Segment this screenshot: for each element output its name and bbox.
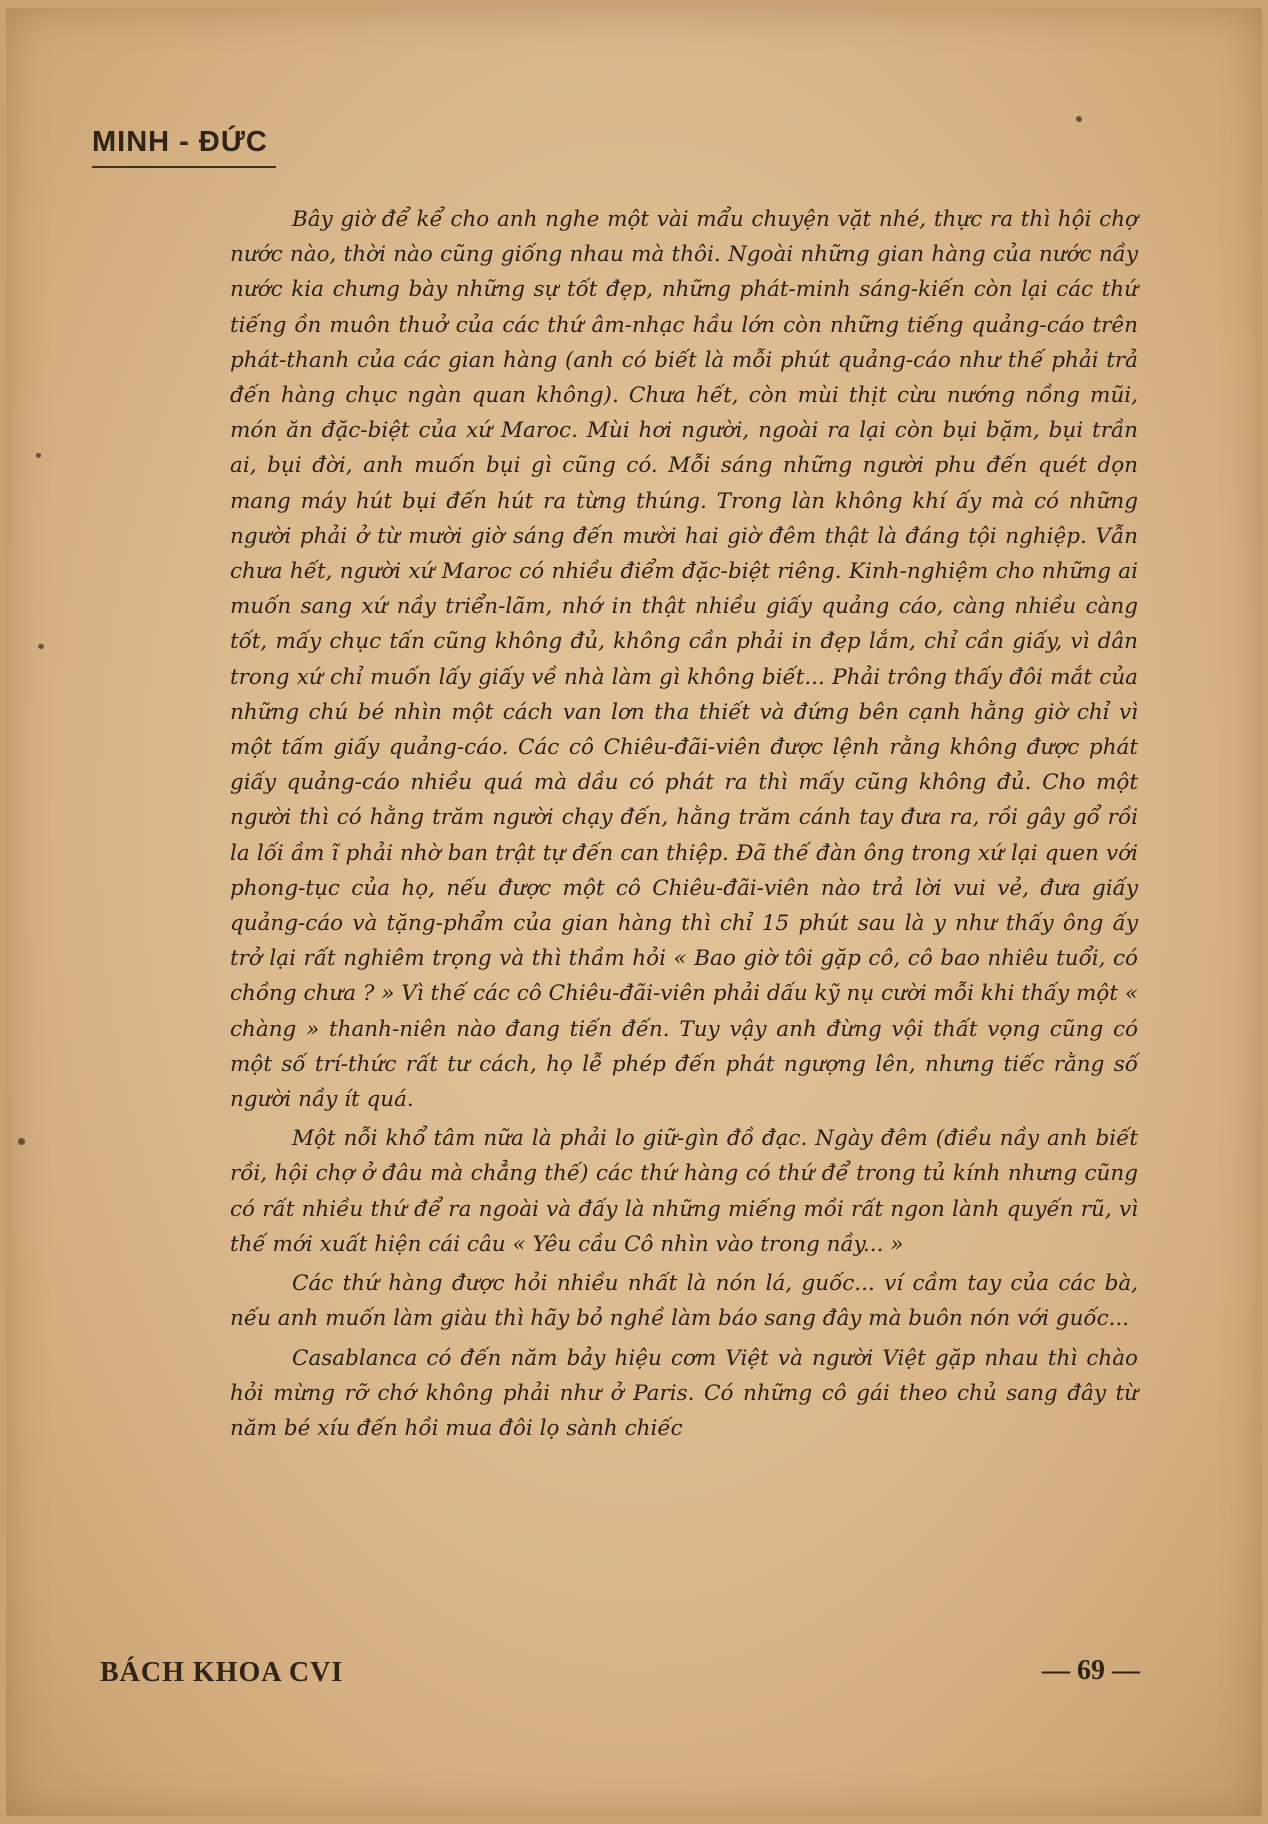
article-paragraph: Bây giờ để kể cho anh nghe một vài mẩu chuyện vặt nhé, thực ra thì hội chợ nước nào, thời nào cũng giống nhau mà thôi. Ngoài những gian hàng của nước nầy nước kia chưng bày những sự tốt đẹp, những phát-minh sáng-kiến còn lại các thứ tiếng ồn muôn thuở của các thứ âm-nhạc hầu lớn còn những tiếng quảng-cáo trên phát-thanh của các gian hàng (anh có biết là mỗi phút quảng-cáo như thế phải trả đến hàng chục ngàn quan không). Chưa hết, còn mùi thịt cừu nướng nồng mũi, món ăn đặc-biệt của xứ Maroc. Mùi hơi người, ngoài ra lại còn bụi bặm, bụi trần ai, bụi đời, anh muốn bụi gì cũng có. Mỗi sáng những người phu đến quét dọn mang máy hút bụi đến hút ra từng thúng. Trong làn không khí ấy mà có những người phải ở từ mười giờ sáng đến mười hai giờ đêm thật là đáng tội nghiệp. Vẫn chưa hết, người xứ Maroc có nhiều điểm đặc-biệt riêng. Kinh-nghiệm cho những ai muốn sang xứ nầy triển-lãm, nhớ in thật nhiều giấy quảng cáo, càng nhiều càng tốt, mấy chục tấn cũng không đủ, không cần phải in đẹp lắm, chỉ cần giấy, vì dân trong xứ chỉ muốn lấy giấy về nhà làm gì không biết... Phải trông thấy đôi mắt của những chú bé nhìn một cách van lơn tha thiết và đứng bên cạnh hằng giờ chỉ vì một tấm giấy quảng-cáo. Các cô Chiêu-đãi-viên được lệnh rằng không được phát giấy quảng-cáo nhiều quá mà dầu có phát ra thì mấy cũng không đủ. Cho một người thì có hằng trăm người chạy đến, hằng trăm cánh tay đưa ra, rồi gây gổ rồi la lối ầm ĩ phải nhờ ban trật tự đến can thiệp. Đã thế đàn ông trong xứ lại quen với phong-tục của họ, nếu được một cô Chiêu-đãi-viên nào trả lời vui vẻ, đưa giấy quảng-cáo và tặng-phẩm của gian hàng thì chỉ 15 phút sau là y như thấy ông ấy trở lại rất nghiêm trọng và thì thầm hỏi « Bao giờ tôi gặp cô, cô bao nhiêu tuổi, có chồng chưa ? » Vì thế các cô Chiêu-đãi-viên phải dấu kỹ nụ cười mỗi khi thấy một « chàng » thanh-niên nào đang tiến đến. Tuy vậy anh đừng vội thất vọng cũng có một số trí-thức rất tư cách, họ lễ phép đến phát ngượng lên, nhưng tiếc rằng số người nầy ít quá. bbox=[230, 207, 1138, 1113]
author-name: MINH - ĐỨC bbox=[92, 126, 268, 158]
paper-blemish bbox=[1076, 116, 1082, 122]
article-paragraph: Một nỗi khổ tâm nữa là phải lo giữ-gìn đồ đạc. Ngày đêm (điều nầy anh biết rồi, hội chợ ở đâu mà chẳng thế) các thứ hàng có thứ để trong tủ kính nhưng cũng có rất nhiều thứ để ra ngoài và đấy là những miếng mồi rất ngon lành quyến rũ, vì thế mới xuất hiện cái câu « Yêu cầu Cô nhìn vào trong nầy... » bbox=[230, 1126, 1138, 1257]
paper-blemish bbox=[36, 453, 41, 458]
author-underline bbox=[92, 166, 276, 168]
article-paragraph: Casablanca có đến năm bảy hiệu cơm Việt và người Việt gặp nhau thì chào hỏi mừng rỡ chớ không phải như ở Paris. Có những cô gái theo chủ sang đây từ năm bé xíu đến hồi mua đôi lọ sành chiếc bbox=[230, 1345, 1138, 1441]
paper-blemish bbox=[38, 644, 44, 649]
article-paragraph: Các thứ hàng được hỏi nhiều nhất là nón lá, guốc... ví cầm tay của các bà, nếu anh muốn làm giàu thì hãy bỏ nghề làm báo sang đây mà buôn nón với guốc... bbox=[230, 1271, 1138, 1332]
page-number: — 69 — bbox=[1042, 1655, 1140, 1686]
magazine-footer: BÁCH KHOA CVI bbox=[100, 1657, 344, 1688]
paper-blemish bbox=[18, 1138, 25, 1145]
article-body bbox=[230, 202, 1138, 1446]
